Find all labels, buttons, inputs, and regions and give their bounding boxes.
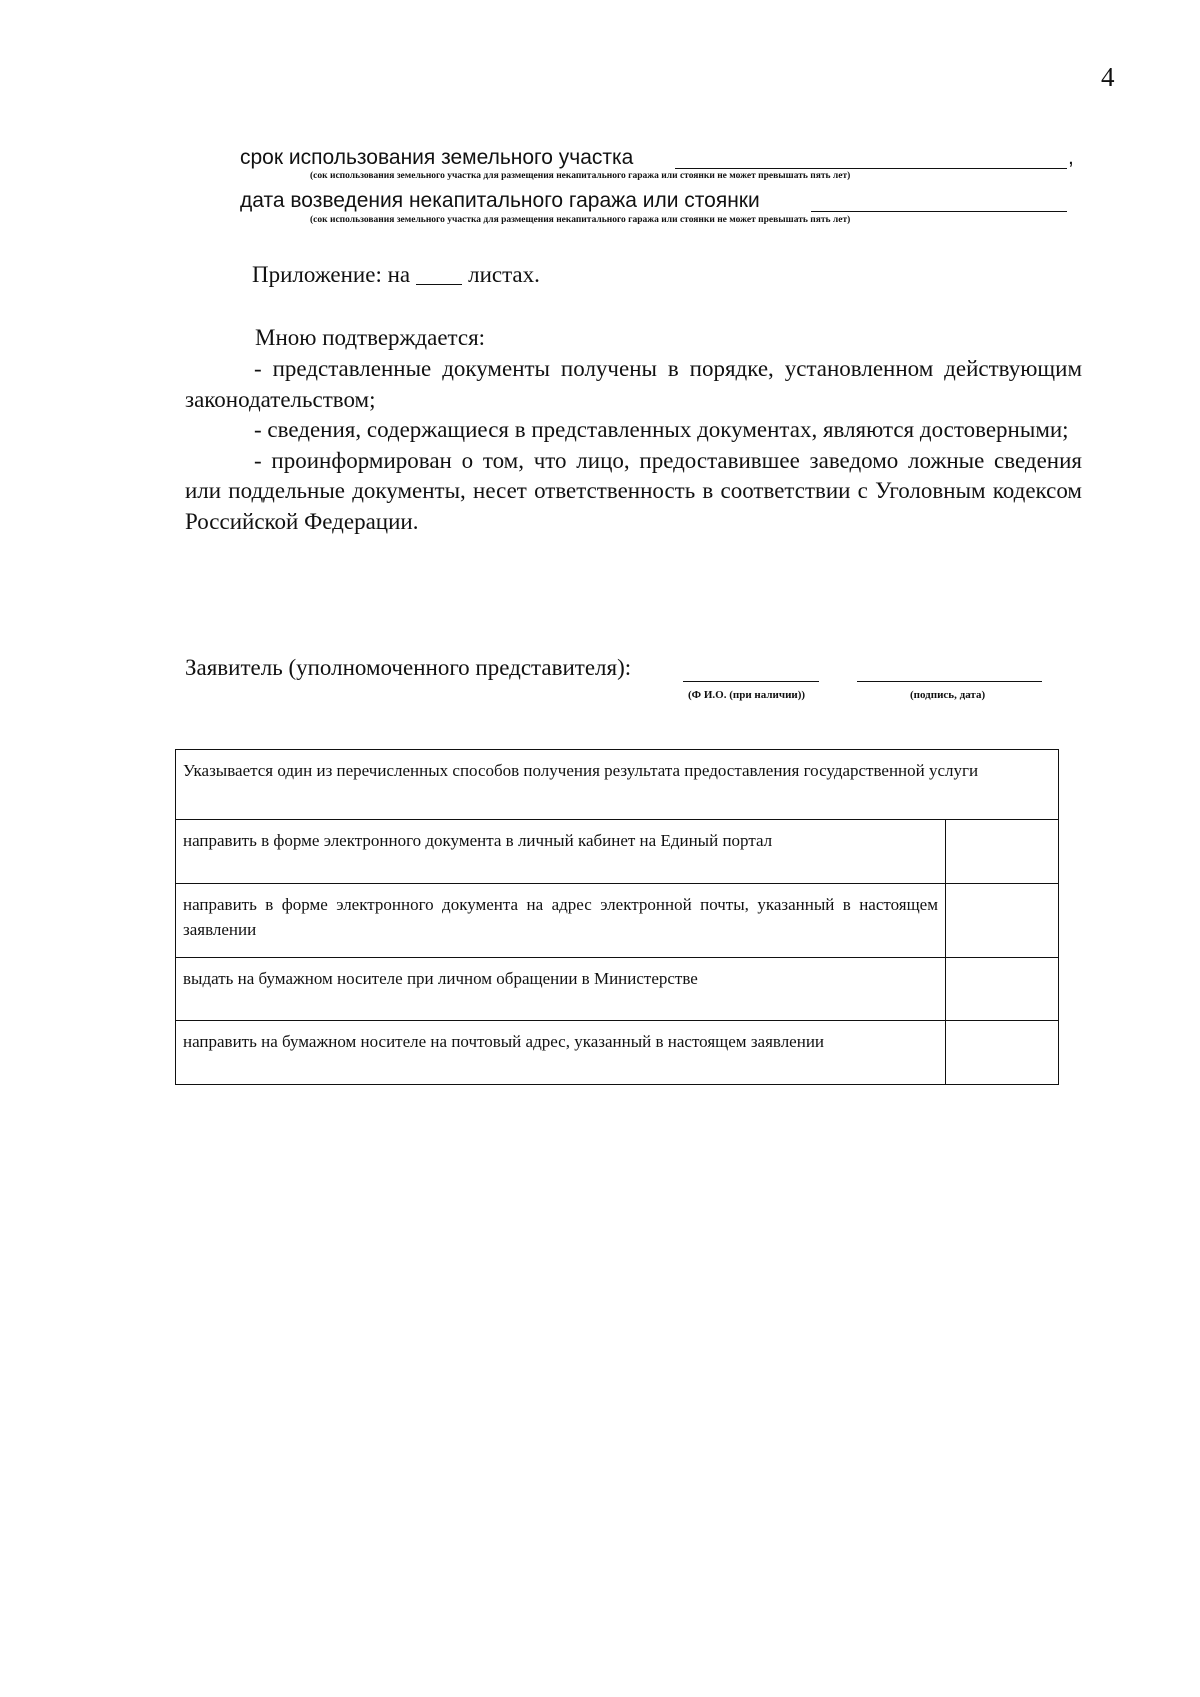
confirmation-item-liability: - проинформирован о том, что лицо, предоставившее заведомо ложные сведения или поддельные документы, несет ответственность в соответствии с Уголовным кодексом Российской Федерации. [185,447,1082,534]
appendix-line [252,262,540,288]
applicant-name-line[interactable] [683,681,819,682]
delivery-table-header: Указывается один из перечисленных способов получения результата предоставления государственной услуги [176,750,1059,820]
table-header-row [176,750,1059,820]
applicant-signature-line[interactable] [857,681,1042,682]
delivery-option-portal: направить в форме электронного документа в личный кабинет на Единый портал [176,820,946,884]
delivery-option-in-person-checkbox[interactable] [946,958,1059,1021]
garage-build-date-label: дата возведения некапитального гаража или стоянки [240,189,760,212]
delivery-option-post-checkbox[interactable] [946,1021,1059,1085]
delivery-option-email: направить в форме электронного документа на адрес электронной почты, указанный в настоящем заявлении [176,884,946,958]
delivery-method-table [175,749,1059,1085]
appendix-sheet-count-blank[interactable] [416,284,462,285]
table-row [176,820,1059,884]
confirmation-item-accuracy: - сведения, содержащиеся в представленных документах, являются достоверными; [254,417,1069,442]
confirmation-item-documents: - представленные документы получены в порядке, установленном действующим законодательством; [185,356,1082,412]
page-number: 4 [1101,62,1115,92]
land-use-term-input-line[interactable] [675,168,1067,169]
table-row [176,884,1059,958]
applicant-label: Заявитель (уполномоченного представителя): [185,655,632,680]
confirmation-heading: Мною подтверждается: [255,325,486,350]
delivery-option-post: направить на бумажном носителе на почтовый адрес, указанный в настоящем заявлении [176,1021,946,1085]
applicant-name-hint: (Ф И.О. (при наличии)) [688,689,806,701]
table-row [176,1021,1059,1085]
appendix-prefix: Приложение: на [252,262,411,287]
table-row [176,958,1059,1021]
appendix-suffix: листах. [468,262,540,287]
delivery-option-portal-checkbox[interactable] [946,820,1059,884]
garage-build-date-hint: (сок использования земельного участка для размещения некапитального гаража или стоянки не может превышать пять лет) [310,215,851,225]
land-use-term-label: срок использования земельного участка [240,146,634,169]
confirmation-list [185,354,1082,537]
delivery-option-email-checkbox[interactable] [946,884,1059,958]
applicant-signature-hint: (подпись, дата) [910,689,986,701]
land-use-term-comma: , [1068,146,1074,169]
garage-build-date-input-line[interactable] [811,211,1067,212]
land-use-term-hint: (сок использования земельного участка для размещения некапитального гаража или стоянки не может превышать пять лет) [310,171,851,181]
delivery-option-in-person: выдать на бумажном носителе при личном обращении в Министерстве [176,958,946,1021]
